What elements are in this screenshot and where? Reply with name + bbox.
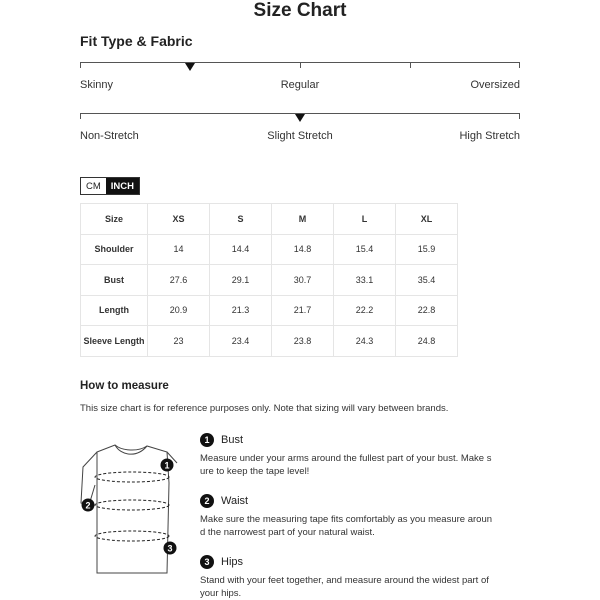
table-cell: 22.2 bbox=[334, 295, 396, 326]
table-cell: 20.9 bbox=[148, 295, 210, 326]
fit-label-oversized: Oversized bbox=[470, 79, 520, 91]
table-cell: 22.8 bbox=[396, 295, 458, 326]
table-cell: 23.4 bbox=[210, 326, 272, 357]
table-cell: 15.4 bbox=[334, 234, 396, 265]
step-description-line: your hips. bbox=[200, 587, 242, 599]
table-cell: 33.1 bbox=[334, 265, 396, 296]
unit-option-inch[interactable]: INCH bbox=[106, 178, 139, 194]
step-label: Bust bbox=[221, 434, 244, 446]
table-row-label: Bust bbox=[81, 265, 148, 296]
how-to-measure-note: This size chart is for reference purposes only. Note that sizing will vary between brands. bbox=[80, 403, 449, 414]
table-header-cell: M bbox=[272, 204, 334, 235]
figure-marker-2-label: 2 bbox=[85, 500, 91, 511]
left-sleeve bbox=[81, 452, 97, 505]
fit-section-title: Fit Type & Fabric bbox=[80, 33, 193, 49]
fit-type-scale bbox=[80, 62, 520, 72]
stretch-label-slight: Slight Stretch bbox=[267, 130, 333, 142]
table-row bbox=[81, 234, 458, 265]
table-row-label: Length bbox=[81, 295, 148, 326]
fit-scale-tick bbox=[300, 62, 301, 68]
step-description-line: d the narrowest part of your natural waist. bbox=[200, 526, 375, 538]
hips-measure-line bbox=[95, 531, 169, 541]
neckline bbox=[115, 445, 147, 450]
step-label: Hips bbox=[221, 556, 244, 568]
waist-measure-line bbox=[95, 500, 169, 510]
fit-label-skinny: Skinny bbox=[80, 79, 114, 91]
size-table bbox=[80, 203, 458, 357]
table-header-cell: XL bbox=[396, 204, 458, 235]
table-cell: 29.1 bbox=[210, 265, 272, 296]
table-row-label: Shoulder bbox=[81, 234, 148, 265]
table-row bbox=[81, 295, 458, 326]
stretch-label-non: Non-Stretch bbox=[80, 130, 139, 142]
table-header-cell: Size bbox=[81, 204, 148, 235]
page-title: Size Chart bbox=[253, 0, 347, 21]
table-cell: 24.3 bbox=[334, 326, 396, 357]
table-cell: 21.7 bbox=[272, 295, 334, 326]
table-cell: 21.3 bbox=[210, 295, 272, 326]
figure-marker-3-label: 3 bbox=[167, 543, 173, 554]
step-label: Waist bbox=[221, 495, 249, 507]
table-cell: 14.4 bbox=[210, 234, 272, 265]
fit-scale-tick bbox=[410, 62, 411, 68]
stretch-marker bbox=[295, 114, 305, 122]
table-cell: 35.4 bbox=[396, 265, 458, 296]
table-cell: 14.8 bbox=[272, 234, 334, 265]
how-to-measure-title: How to measure bbox=[80, 380, 169, 392]
step-description-line: Make sure the measuring tape fits comfortably as you measure aroun bbox=[200, 514, 493, 525]
table-row-label: Sleeve Length bbox=[81, 326, 148, 357]
table-cell: 30.7 bbox=[272, 265, 334, 296]
table-row bbox=[81, 265, 458, 296]
step-number-badge: 3 bbox=[200, 555, 214, 569]
table-cell: 23.8 bbox=[272, 326, 334, 357]
table-header-cell: L bbox=[334, 204, 396, 235]
fit-scale-tick bbox=[80, 62, 81, 68]
table-cell: 27.6 bbox=[148, 265, 210, 296]
fit-label-regular: Regular bbox=[280, 79, 320, 91]
step-description bbox=[200, 453, 492, 478]
step-description bbox=[200, 514, 492, 539]
table-header-cell: XS bbox=[148, 204, 210, 235]
table-header-row bbox=[81, 204, 458, 235]
stretch-scale-tick bbox=[80, 113, 81, 119]
table-cell: 24.8 bbox=[396, 326, 458, 357]
stretch-label-high: High Stretch bbox=[459, 130, 520, 142]
step-description-line: Stand with your feet together, and measure around the widest part of bbox=[200, 575, 489, 586]
step-number-badge: 2 bbox=[200, 494, 214, 508]
figure-marker-1-label: 1 bbox=[164, 460, 170, 471]
table-cell: 14 bbox=[148, 234, 210, 265]
table-cell: 15.9 bbox=[396, 234, 458, 265]
unit-toggle bbox=[80, 177, 140, 195]
table-row bbox=[81, 326, 458, 357]
step-number-badge: 1 bbox=[200, 433, 214, 447]
stretch-scale-tick bbox=[519, 113, 520, 119]
table-cell: 23 bbox=[148, 326, 210, 357]
step-description-line: Measure under your arms around the fullest part of your bust. Make s bbox=[200, 453, 492, 464]
fit-scale-tick bbox=[519, 62, 520, 68]
step-description bbox=[200, 575, 492, 600]
unit-option-cm[interactable]: CM bbox=[86, 181, 101, 192]
stretch-scale bbox=[80, 113, 520, 123]
fit-type-marker bbox=[185, 63, 195, 71]
garment-figure-icon bbox=[75, 425, 190, 575]
table-header-cell: S bbox=[210, 204, 272, 235]
bust-measure-line bbox=[95, 472, 169, 482]
step-description-line: ure to keep the tape level! bbox=[200, 465, 310, 477]
